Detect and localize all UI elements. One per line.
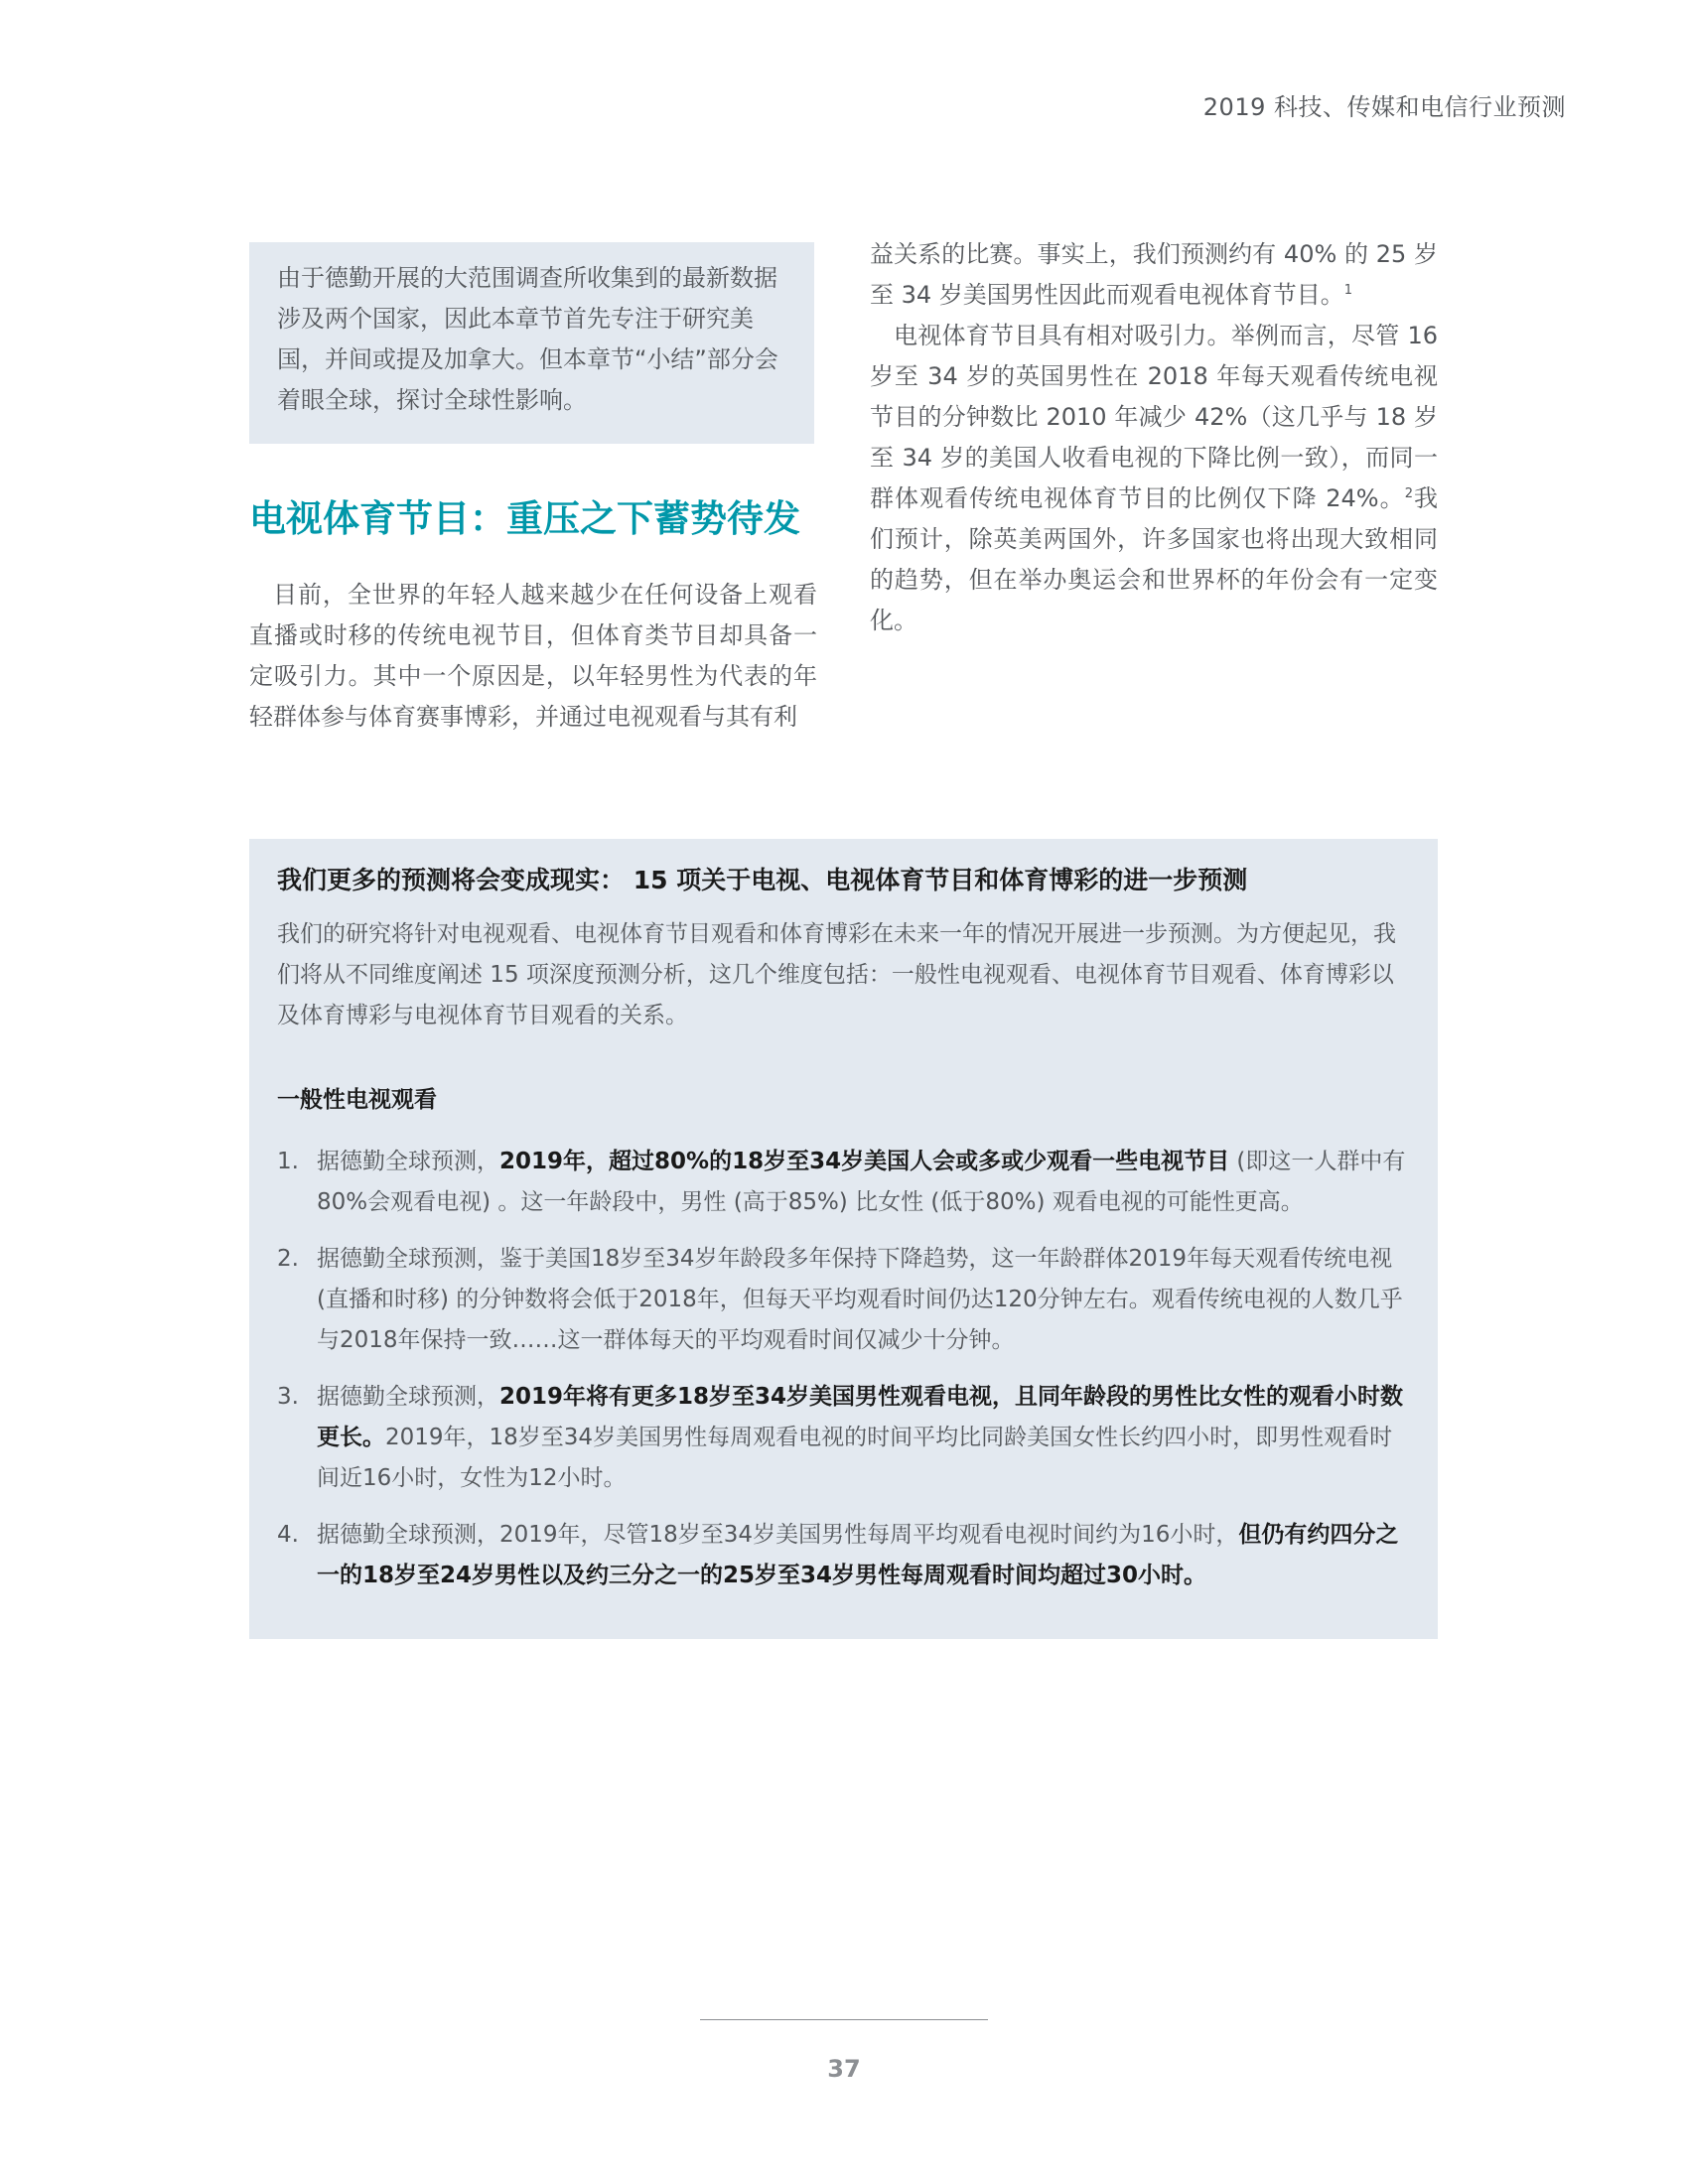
prediction-list xyxy=(277,1142,1410,1596)
prediction-number: 2. xyxy=(277,1246,299,1272)
prediction-bold: 2019年将有更多18岁至34岁美国男性观看电视，且同年龄段的男性比女性的观看小时数更长。 xyxy=(317,1384,1404,1450)
footnote-ref-1[interactable]: 1 xyxy=(1343,283,1353,298)
prediction-number: 3. xyxy=(277,1384,299,1410)
section-title: 电视体育节目：重压之下蓄势待发 xyxy=(249,497,800,540)
right-paragraph-1-text: 益关系的比赛。事实上，我们预测约有 40% 的 25 岁至 34 岁美国男性因此而观看电视体育节目。 xyxy=(870,240,1438,309)
left-column-paragraph: 目前，全世界的年轻人越来越少在任何设备上观看直播或时移的传统电视节目，但体育类节目却具备一定吸引力。其中一个原因是，以年轻男性为代表的年轻群体参与体育赛事博彩，并通过电视观看与其有利 xyxy=(249,581,817,731)
right-column xyxy=(870,234,1438,641)
prediction-item-1 xyxy=(277,1142,1410,1223)
prediction-tail: 2019年，18岁至34岁美国男性每周观看电视的时间平均比同龄美国女性长约四小时，即男性观看时间近16小时，女性为12小时。 xyxy=(317,1425,1393,1491)
prediction-number: 1. xyxy=(277,1149,299,1174)
prediction-lead: 据德勤全球预测，鉴于美国18岁至34岁年龄段多年保持下降趋势，这一年龄群体2019年每天观看传统电视 (直播和时移) 的分钟数将会低于2018年，但每天平均观看时间仍达120分钟左右。观看传统电视的人数几乎与2018年保持一致……这一群体每天的平均观看时间仅减少十分钟。 xyxy=(317,1246,1403,1353)
prediction-lead: 据德勤全球预测，2019年，尽管18岁至34岁美国男性每周平均观看电视时间约为16小时， xyxy=(317,1522,1239,1548)
callout-text: 由于德勤开展的大范围调查所收集到的最新数据涉及两个国家，因此本章节首先专注于研究美国，并间或提及加拿大。但本章节“小结”部分会着眼全球，探讨全球性影响。 xyxy=(277,264,778,414)
page-number: 37 xyxy=(827,2055,861,2083)
prediction-bold: 2019年，超过80%的18岁至34岁美国人会或多或少观看一些电视节目 xyxy=(499,1149,1230,1174)
predictions-box xyxy=(249,839,1438,1639)
prediction-item-4 xyxy=(277,1515,1410,1596)
intro-callout xyxy=(249,242,814,444)
prediction-number: 4. xyxy=(277,1522,299,1548)
prediction-bold: 但仍有约四分之一的18岁至24岁男性以及约三分之一的25岁至34岁男性每周观看时间均超过30小时。 xyxy=(317,1522,1399,1588)
prediction-tail: (即这一人群中有80%会观看电视) 。这一年龄段中，男性 (高于85%) 比女性 (低于80%) 观看电视的可能性更高。 xyxy=(317,1149,1406,1215)
footnote-ref-2[interactable]: 2 xyxy=(1404,486,1413,501)
right-paragraph-1 xyxy=(870,234,1438,316)
prediction-lead: 据德勤全球预测， xyxy=(317,1149,499,1174)
right-paragraph-2-text: 电视体育节目具有相对吸引力。举例而言，尽管 16 岁至 34 岁的英国男性在 2018 年每天观看传统电视节目的分钟数比 2010 年减少 42%（这几乎与 18 岁至 34 岁的美国人收看电视的下降比例一致），而同一群体观看传统电视体育节目的比例仅下降 24%。 xyxy=(870,322,1438,512)
prediction-lead: 据德勤全球预测， xyxy=(317,1384,499,1410)
running-header: 2019 科技、传媒和电信行业预测 xyxy=(1202,93,1566,121)
right-paragraph-2-cont: 我们预计，除英美两国外，许多国家也将出现大致相同的趋势，但在举办奥运会和世界杯的年份会有一定变化。 xyxy=(870,484,1439,634)
subhead-general-tv: 一般性电视观看 xyxy=(277,1087,437,1113)
prediction-item-3 xyxy=(277,1377,1410,1499)
predictions-box-intro: 我们的研究将针对电视观看、电视体育节目观看和体育博彩在未来一年的情况开展进一步预测。为方便起见，我们将从不同维度阐述 15 项深度预测分析，这几个维度包括：一般性电视观看、电视体育节目观看、体育博彩以及体育博彩与电视体育节目观看的关系。 xyxy=(277,921,1396,1028)
prediction-item-2 xyxy=(277,1239,1410,1361)
right-paragraph-2 xyxy=(870,316,1438,641)
predictions-box-title: 我们更多的预测将会变成现实： 15 项关于电视、电视体育节目和体育博彩的进一步预测 xyxy=(277,866,1248,894)
footer-divider xyxy=(700,2019,988,2020)
